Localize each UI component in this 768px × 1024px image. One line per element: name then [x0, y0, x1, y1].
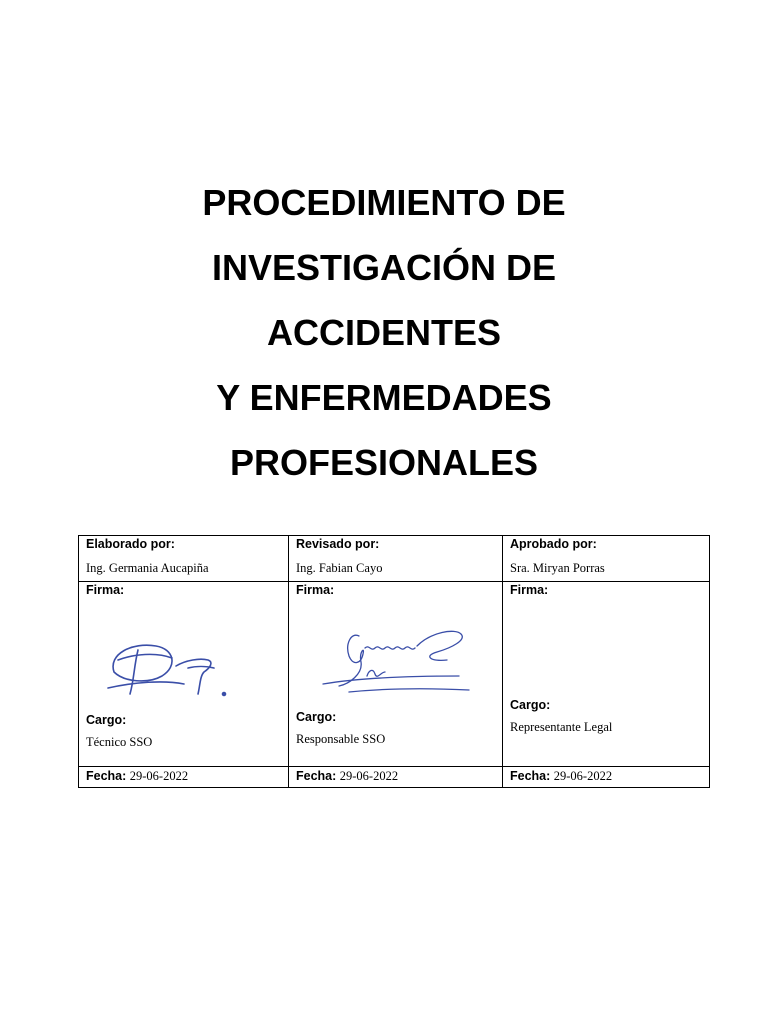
title-line: Y ENFERMEDADES: [216, 377, 552, 418]
prepared-cargo-block: [86, 713, 152, 750]
title-line: ACCIDENTES: [266, 312, 502, 353]
approved-by-cell: [503, 536, 710, 582]
fecha-value: 29-06-2022: [339, 769, 399, 783]
prepared-by-name: Ing. Germania Aucapiña: [86, 561, 209, 575]
cargo-value: Representante Legal: [510, 720, 613, 734]
reviewed-by-name: Ing. Fabian Cayo: [296, 561, 383, 575]
title-line: PROCEDIMIENTO DE: [202, 182, 566, 223]
title-line: PROFESIONALES: [229, 442, 539, 483]
reviewed-by-cell: [289, 536, 503, 582]
fecha-label: Fecha:: [296, 769, 340, 783]
cargo-value: Responsable SSO: [296, 732, 386, 746]
document-title: [0, 170, 768, 495]
fecha-label: Fecha:: [86, 769, 130, 783]
approved-cargo-block: [510, 698, 612, 735]
approved-by-label: Aprobado por:: [510, 537, 597, 551]
approval-names-row: [79, 536, 710, 582]
prepared-signature-cell: [79, 582, 289, 767]
approved-by-name: Sra. Miryan Porras: [510, 561, 605, 575]
approved-signature-cell: [503, 582, 710, 767]
signature-image: [104, 632, 244, 707]
reviewed-by-label: Revisado por:: [296, 537, 380, 551]
signature-image: [319, 622, 479, 702]
prepared-date-cell: [79, 767, 289, 788]
cargo-label: Cargo:: [86, 713, 127, 727]
firma-label: Firma:: [86, 583, 125, 597]
approval-table: [78, 535, 710, 788]
reviewed-signature-cell: [289, 582, 503, 767]
prepared-by-cell: [79, 536, 289, 582]
prepared-by-label: Elaborado por:: [86, 537, 175, 551]
fecha-value: 29-06-2022: [129, 769, 189, 783]
fecha-label: Fecha:: [510, 769, 554, 783]
firma-label: Firma:: [296, 583, 335, 597]
firma-label: Firma:: [510, 583, 549, 597]
approved-date-cell: [503, 767, 710, 788]
reviewed-date-cell: [289, 767, 503, 788]
signature-row: [79, 582, 710, 767]
reviewed-cargo-block: [296, 710, 385, 747]
cargo-value: Técnico SSO: [86, 735, 153, 749]
cargo-label: Cargo:: [510, 698, 551, 712]
date-row: [79, 767, 710, 788]
fecha-value: 29-06-2022: [553, 769, 613, 783]
cargo-label: Cargo:: [296, 710, 337, 724]
title-line: INVESTIGACIÓN DE: [211, 247, 557, 288]
